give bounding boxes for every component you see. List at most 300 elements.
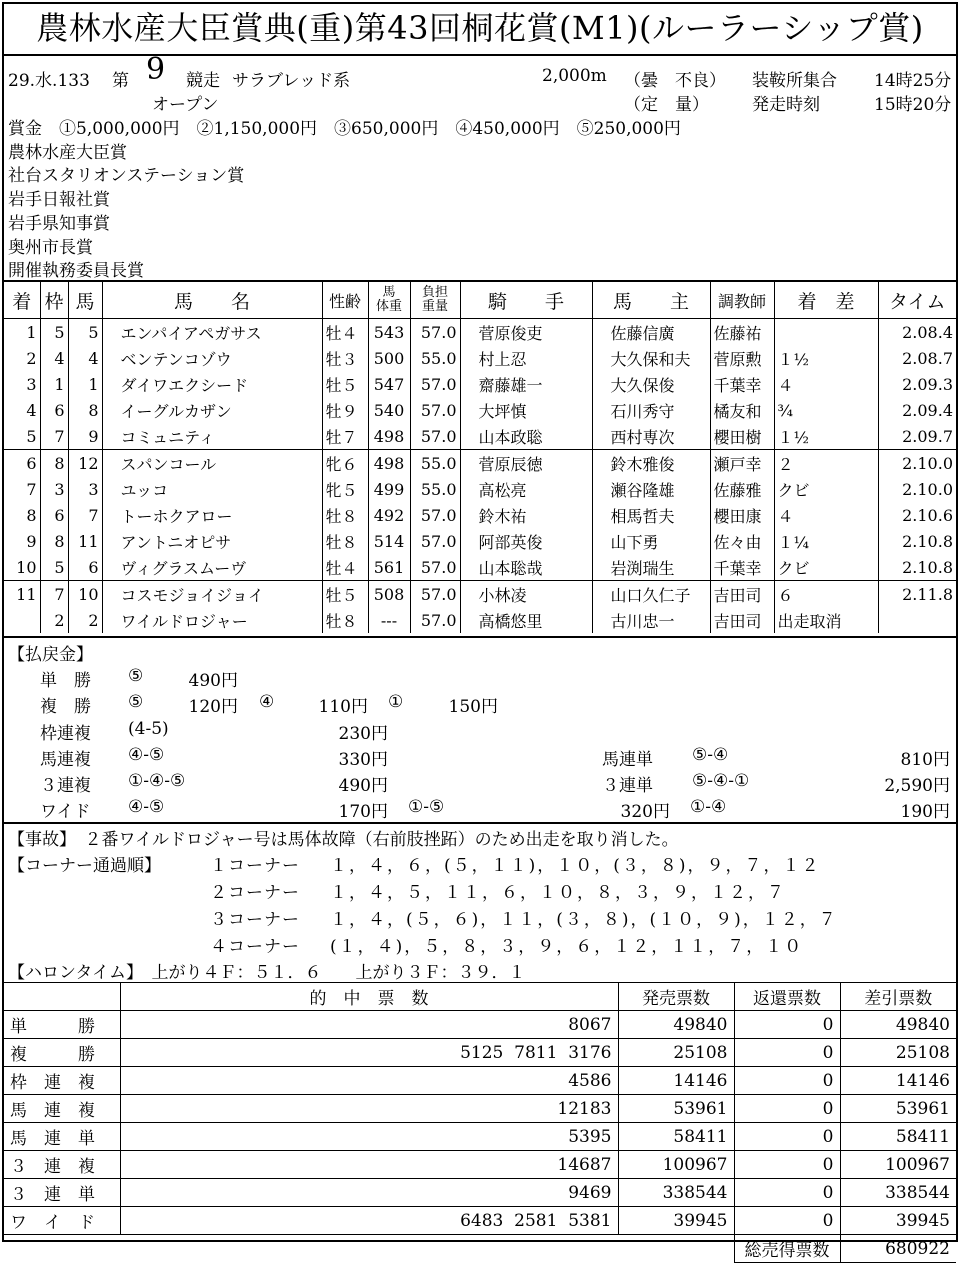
result-owner: 鈴木雅俊	[592, 450, 710, 477]
payout-umaren-combo: ④-⑤	[128, 745, 165, 765]
result-name: ダイワエクシード	[102, 371, 322, 397]
result-row	[4, 476, 956, 502]
result-time: 2.09.7	[878, 423, 956, 450]
results-header-row	[4, 282, 956, 319]
result-row	[4, 450, 956, 477]
result-time: 2.11.8	[878, 581, 956, 608]
ticket-table	[4, 982, 956, 1263]
result-pos	[4, 607, 40, 633]
result-burden: 57.0	[410, 502, 460, 528]
col-burden	[410, 282, 460, 319]
result-margin: １½	[774, 423, 878, 450]
weight-rule: （定 量）	[624, 95, 709, 115]
result-jockey: 山本聡哉	[460, 554, 592, 581]
result-waku: 6	[40, 397, 68, 423]
payout-tansho-combo: ⑤	[128, 666, 144, 686]
col-jockey: 騎 手	[460, 282, 592, 319]
ticket-type: 枠 連 複	[4, 1067, 120, 1095]
ticket-row	[4, 1179, 956, 1207]
result-sexage: 牡８	[322, 502, 368, 528]
result-trainer: 佐藤祐	[710, 319, 774, 346]
result-pos: 2	[26, 348, 37, 368]
ticket-row	[4, 1207, 956, 1235]
ticket-sold: 53961	[618, 1095, 734, 1123]
col-weight-l1: 馬	[382, 285, 396, 300]
result-owner: 山口久仁子	[592, 581, 710, 608]
result-weight: 547	[368, 371, 410, 397]
result-waku: 3	[40, 476, 68, 502]
result-waku: 8	[40, 528, 68, 554]
result-weight: 543	[368, 319, 410, 346]
result-jockey: 村上忍	[460, 345, 592, 371]
corner-2-label: ２コーナー	[210, 883, 300, 903]
result-time: 2.08.4	[878, 319, 956, 346]
ticket-refund: 0	[734, 1039, 840, 1067]
ticket-row	[4, 1067, 956, 1095]
payout-fukusho-price: 110円	[318, 697, 368, 717]
result-burden: 57.0	[410, 319, 460, 346]
race-kyoso: 競走	[186, 71, 220, 91]
total-label: 総売得票数	[734, 1235, 840, 1263]
result-owner: 古川忠一	[592, 607, 710, 633]
result-burden: 55.0	[410, 450, 460, 477]
ticket-net: 14146	[840, 1067, 956, 1095]
result-name: ワイルドロジャー	[102, 607, 322, 633]
ticket-hit: 14687	[120, 1151, 618, 1179]
result-burden: 57.0	[410, 371, 460, 397]
col-trainer: 調教師	[710, 282, 774, 319]
result-waku: 6	[40, 502, 68, 528]
ticket-sold: 25108	[618, 1039, 734, 1067]
ticket-refund: 0	[734, 1179, 840, 1207]
result-margin: ２	[774, 450, 878, 477]
result-sexage: 牡８	[322, 528, 368, 554]
ticket-net: 53961	[840, 1095, 956, 1123]
result-jockey: 高松亮	[460, 476, 592, 502]
result-trainer: 橘友和	[710, 397, 774, 423]
result-trainer: 瀬戸幸	[710, 450, 774, 477]
race-number: 9	[146, 52, 166, 87]
result-row	[4, 371, 956, 397]
ticket-sold: 39945	[618, 1207, 734, 1235]
result-num: 11	[68, 528, 102, 554]
result-jockey: 高橋悠里	[460, 607, 592, 633]
payout-wakuren-label: 枠連複	[40, 724, 91, 744]
ticket-row	[4, 1039, 956, 1067]
result-burden: 55.0	[410, 345, 460, 371]
result-sexage: 牡４	[322, 554, 368, 581]
result-pos: 4	[26, 400, 37, 420]
result-name: スパンコール	[102, 450, 322, 477]
result-burden: 57.0	[410, 528, 460, 554]
result-trainer: 佐々由	[710, 528, 774, 554]
results-table	[4, 282, 956, 633]
result-row	[4, 345, 956, 371]
payout-fukusho-price: 150円	[448, 697, 498, 717]
result-pos: 1	[26, 322, 37, 342]
ticket-type: 単 勝	[4, 1011, 120, 1039]
result-jockey: 山本政聡	[460, 423, 592, 450]
result-num: 2	[68, 607, 102, 633]
ticket-type: ３ 連 複	[4, 1151, 120, 1179]
result-pos: 10	[16, 557, 37, 577]
payout-wide-combo: ①-④	[690, 797, 727, 817]
col-burden-l1: 負担	[421, 285, 448, 300]
divider	[4, 636, 956, 638]
result-owner: 瀬谷隆雄	[592, 476, 710, 502]
track-condition: （曇 不良）	[624, 71, 726, 91]
ticket-refund: 0	[734, 1011, 840, 1039]
award-item: 岩手日報社賞	[8, 190, 110, 210]
ticket-hit: 9469	[120, 1179, 618, 1207]
result-row	[4, 502, 956, 528]
payout-umatan-combo: ⑤-④	[692, 745, 729, 765]
result-owner: 大久保俊	[592, 371, 710, 397]
result-num: 12	[68, 450, 102, 477]
result-num: 3	[68, 476, 102, 502]
result-owner: 佐藤信廣	[592, 319, 710, 346]
result-time: 2.08.7	[878, 345, 956, 371]
result-time: 2.10.8	[878, 528, 956, 554]
ticket-body	[4, 1011, 956, 1235]
race-no-prefix: 第	[112, 71, 129, 91]
result-sexage: 牡９	[322, 397, 368, 423]
award-item: 奥州市長賞	[8, 238, 93, 258]
payout-fukusho-label: 複 勝	[40, 697, 91, 717]
result-sexage: 牝６	[322, 450, 368, 477]
result-num: 1	[68, 371, 102, 397]
result-sexage: 牡７	[322, 423, 368, 450]
ticket-sold: 58411	[618, 1123, 734, 1151]
result-margin: １¼	[774, 528, 878, 554]
result-trainer: 櫻田樹	[710, 423, 774, 450]
result-trainer: 千葉幸	[710, 371, 774, 397]
result-jockey: 菅原俊吏	[460, 319, 592, 346]
ticket-net: 25108	[840, 1039, 956, 1067]
result-time: 2.10.6	[878, 502, 956, 528]
payout-sanrentan-label: ３連単	[602, 776, 653, 796]
divider	[4, 822, 956, 824]
result-row	[4, 397, 956, 423]
ticket-net: 49840	[840, 1011, 956, 1039]
col-burden-l2: 重量	[421, 299, 448, 314]
result-time: 2.10.0	[878, 450, 956, 477]
result-owner: 西村専次	[592, 423, 710, 450]
ticket-hit: 5125 7811 3176	[120, 1039, 618, 1067]
assembly-time: 14時25分	[874, 71, 952, 91]
result-row	[4, 607, 956, 633]
result-margin: ¾	[774, 397, 878, 423]
ticket-total-row	[4, 1235, 956, 1263]
result-sexage: 牡５	[322, 371, 368, 397]
result-pos: 11	[4, 581, 40, 608]
payout-wide-price: 170円	[338, 802, 388, 822]
ticket-hit: 4586	[120, 1067, 618, 1095]
result-num: 8	[68, 397, 102, 423]
result-burden: 57.0	[410, 581, 460, 608]
ticket-hit: 5395	[120, 1123, 618, 1151]
result-row	[4, 319, 956, 346]
ticket-refund-header: 返還票数	[734, 983, 840, 1011]
result-margin: クビ	[774, 476, 878, 502]
corner-4-label: ４コーナー	[210, 937, 300, 957]
result-waku: 5	[40, 554, 68, 581]
result-waku: 7	[40, 581, 68, 608]
result-margin: クビ	[774, 554, 878, 581]
result-owner: 相馬哲夫	[592, 502, 710, 528]
col-waku: 枠	[40, 282, 68, 319]
result-trainer: 櫻田康	[710, 502, 774, 528]
ticket-refund: 0	[734, 1095, 840, 1123]
payout-tansho-price: 490円	[188, 671, 238, 691]
col-owner: 馬 主	[592, 282, 710, 319]
result-waku: 7	[40, 423, 68, 450]
payout-tansho-label: 単 勝	[40, 671, 91, 691]
ticket-header-row	[4, 983, 956, 1011]
result-waku: 4	[40, 345, 68, 371]
result-trainer: 菅原勲	[710, 345, 774, 371]
ticket-row	[4, 1095, 956, 1123]
payout-umatan-price: 810円	[900, 750, 950, 770]
result-num: 7	[68, 502, 102, 528]
result-weight: ---	[368, 607, 410, 633]
award-item: 農林水産大臣賞	[8, 143, 127, 163]
payout-sanrenpuku-label: ３連複	[40, 776, 91, 796]
result-name: ベンテンコゾウ	[102, 345, 322, 371]
result-num: 5	[68, 319, 102, 346]
result-margin: ４	[774, 502, 878, 528]
total-value: 680922	[840, 1235, 956, 1263]
result-sexage: 牡３	[322, 345, 368, 371]
ticket-type: 馬 連 複	[4, 1095, 120, 1123]
result-name: エンパイアペガサス	[102, 319, 322, 346]
ticket-sold-header: 発売票数	[618, 983, 734, 1011]
col-pos: 着	[4, 282, 40, 319]
payout-sanrentan-combo: ⑤-④-①	[692, 771, 750, 791]
accident-note: 【事故】 ２番ワイルドロジャー号は馬体故障（右前肢挫跖）のため出走を取り消した。	[8, 830, 679, 850]
ticket-refund: 0	[734, 1067, 840, 1095]
corner-label: 【コーナー通過順】	[8, 856, 161, 876]
col-num: 馬	[68, 282, 102, 319]
race-breed: サラブレッド系	[232, 71, 351, 91]
result-margin	[774, 319, 878, 346]
result-burden: 55.0	[410, 476, 460, 502]
result-sexage: 牡５	[322, 581, 368, 608]
result-row	[4, 554, 956, 581]
result-weight: 499	[368, 476, 410, 502]
result-row	[4, 423, 956, 450]
result-weight: 561	[368, 554, 410, 581]
results-body	[4, 319, 956, 634]
result-jockey: 齋藤雄一	[460, 371, 592, 397]
result-waku: 1	[40, 371, 68, 397]
payout-sanrentan-price: 2,590円	[884, 776, 950, 796]
ticket-type: ワ イ ド	[4, 1207, 120, 1235]
result-margin: １½	[774, 345, 878, 371]
ticket-hit: 8067	[120, 1011, 618, 1039]
ticket-hit: 6483 2581 5381	[120, 1207, 618, 1235]
race-class: オープン	[152, 95, 219, 115]
ticket-type: 馬 連 単	[4, 1123, 120, 1151]
payout-umaren-label: 馬連複	[40, 750, 91, 770]
result-sexage: 牡４	[322, 319, 368, 346]
result-margin: 出走取消	[774, 607, 878, 633]
ticket-type: ３ 連 単	[4, 1179, 120, 1207]
result-burden: 57.0	[410, 607, 460, 633]
result-name: ヴィグラスムーヴ	[102, 554, 322, 581]
result-margin: ６	[774, 581, 878, 608]
result-burden: 57.0	[410, 423, 460, 450]
result-weight: 492	[368, 502, 410, 528]
result-pos: 9	[26, 531, 37, 551]
result-owner: 大久保和夫	[592, 345, 710, 371]
result-sexage: 牝５	[322, 476, 368, 502]
payout-umatan-label: 馬連単	[602, 750, 653, 770]
furlong-time: 【ハロンタイム】 上がり４Ｆ：５１．６ 上がり３Ｆ：３９．１	[8, 963, 526, 983]
result-trainer: 吉田司	[710, 581, 774, 608]
ticket-net: 39945	[840, 1207, 956, 1235]
ticket-sold: 49840	[618, 1011, 734, 1039]
corner-1-order: １，４，６，(５，１１)，１０，(３，８)，９，７，１２	[330, 856, 821, 876]
result-trainer: 千葉幸	[710, 554, 774, 581]
corner-3-label: ３コーナー	[210, 910, 300, 930]
result-trainer: 佐藤雅	[710, 476, 774, 502]
result-weight: 498	[368, 423, 410, 450]
result-weight: 498	[368, 450, 410, 477]
result-pos: 5	[26, 426, 37, 446]
payout-fukusho-combo: ④	[259, 692, 275, 712]
result-waku: 8	[40, 450, 68, 477]
result-pos: 6	[4, 450, 40, 477]
col-sexage: 性齢	[322, 282, 368, 319]
ticket-row	[4, 1123, 956, 1151]
ticket-row	[4, 1151, 956, 1179]
result-weight: 500	[368, 345, 410, 371]
payout-header: 【払戻金】	[8, 645, 93, 665]
result-margin: ４	[774, 371, 878, 397]
payout-wakuren-combo: (4-5)	[128, 719, 169, 739]
payout-wakuren-price: 230円	[338, 724, 388, 744]
ticket-row	[4, 1011, 956, 1039]
result-sexage: 牡８	[322, 607, 368, 633]
col-name: 馬 名	[102, 282, 322, 319]
col-margin: 着 差	[774, 282, 878, 319]
result-owner: 石川秀守	[592, 397, 710, 423]
corner-4-order: (１，４)，５，８，３，９，６，１２，１１，７，１０	[330, 937, 804, 957]
result-jockey: 大坪慎	[460, 397, 592, 423]
result-time: 2.10.8	[878, 554, 956, 581]
result-jockey: 菅原辰徳	[460, 450, 592, 477]
payout-umaren-price: 330円	[338, 750, 388, 770]
result-weight: 514	[368, 528, 410, 554]
payout-wide-price: 190円	[900, 802, 950, 822]
result-time: 2.09.3	[878, 371, 956, 397]
race-distance: 2,000m	[542, 66, 607, 86]
result-name: コミュニティ	[102, 423, 322, 450]
result-name: トーホクアロー	[102, 502, 322, 528]
payout-wide-combo: ④-⑤	[128, 797, 165, 817]
result-weight: 540	[368, 397, 410, 423]
award-item: 開催執務委員長賞	[8, 261, 144, 281]
result-jockey: 阿部英俊	[460, 528, 592, 554]
result-pos: 8	[26, 505, 37, 525]
ticket-refund: 0	[734, 1207, 840, 1235]
result-name: アントニオピサ	[102, 528, 322, 554]
ticket-hit: 12183	[120, 1095, 618, 1123]
ticket-sold: 338544	[618, 1179, 734, 1207]
result-waku: 2	[40, 607, 68, 633]
result-row	[4, 581, 956, 608]
result-name: コスモジョイジョイ	[102, 581, 322, 608]
col-weight	[368, 282, 410, 319]
result-num: 4	[68, 345, 102, 371]
payout-wide-label: ワイド	[40, 802, 91, 822]
payout-wide-combo: ①-⑤	[408, 797, 445, 817]
result-name: ユッコ	[102, 476, 322, 502]
result-owner: 岩渕瑞生	[592, 554, 710, 581]
payout-sanrenpuku-combo: ①-④-⑤	[128, 771, 186, 791]
result-num: 9	[68, 423, 102, 450]
payout-sanrenpuku-price: 490円	[338, 776, 388, 796]
result-burden: 57.0	[410, 397, 460, 423]
start-time: 15時20分	[874, 95, 952, 115]
result-weight: 508	[368, 581, 410, 608]
result-time: 2.10.0	[878, 476, 956, 502]
result-burden: 57.0	[410, 554, 460, 581]
payout-fukusho-price: 120円	[188, 697, 238, 717]
ticket-refund: 0	[734, 1123, 840, 1151]
col-time: タイム	[878, 282, 956, 319]
race-result-sheet	[2, 2, 958, 1261]
result-jockey: 鈴木祐	[460, 502, 592, 528]
ticket-net: 58411	[840, 1123, 956, 1151]
start-label: 発走時刻	[752, 95, 820, 115]
result-time: 2.09.4	[878, 397, 956, 423]
result-time	[878, 607, 956, 633]
payout-fukusho-combo: ⑤	[128, 692, 144, 712]
result-name: イーグルカザン	[102, 397, 322, 423]
ticket-type: 複 勝	[4, 1039, 120, 1067]
result-num: 6	[68, 554, 102, 581]
corner-3-order: １，４，(５，６)，１１，(３，８)，(１０，９)，１２，７	[330, 910, 838, 930]
ticket-hit-header: 的 中 票 数	[120, 983, 618, 1011]
ticket-type-header	[4, 983, 120, 1011]
corner-2-order: １，４，５，１１，６，１０，８，３，９，１２，７	[330, 883, 786, 903]
ticket-refund: 0	[734, 1151, 840, 1179]
result-waku: 5	[40, 319, 68, 346]
payout-fukusho-combo: ①	[388, 692, 404, 712]
award-item: 社台スタリオンステーション賞	[8, 166, 245, 186]
corner-1-label: １コーナー	[210, 856, 300, 876]
ticket-net-header: 差引票数	[840, 983, 956, 1011]
result-owner: 山下勇	[592, 528, 710, 554]
result-trainer: 吉田司	[710, 607, 774, 633]
ticket-net: 338544	[840, 1179, 956, 1207]
result-row	[4, 528, 956, 554]
col-weight-l2: 体重	[375, 299, 402, 314]
race-date: 29.水.133	[8, 71, 90, 91]
result-num: 10	[68, 581, 102, 608]
result-pos: 7	[26, 479, 37, 499]
ticket-sold: 100967	[618, 1151, 734, 1179]
ticket-sold: 14146	[618, 1067, 734, 1095]
assembly-label: 装鞍所集合	[752, 71, 837, 91]
ticket-net: 100967	[840, 1151, 956, 1179]
result-jockey: 小林凌	[460, 581, 592, 608]
race-title: 農林水産大臣賞典(重)第43回桐花賞(M1)(ルーラーシップ賞)	[36, 9, 924, 47]
prize-money: 賞金 ①5,000,000円 ②1,150,000円 ③650,000円 ④450,000円 ⑤250,000円	[8, 119, 681, 139]
award-item: 岩手県知事賞	[8, 214, 110, 234]
